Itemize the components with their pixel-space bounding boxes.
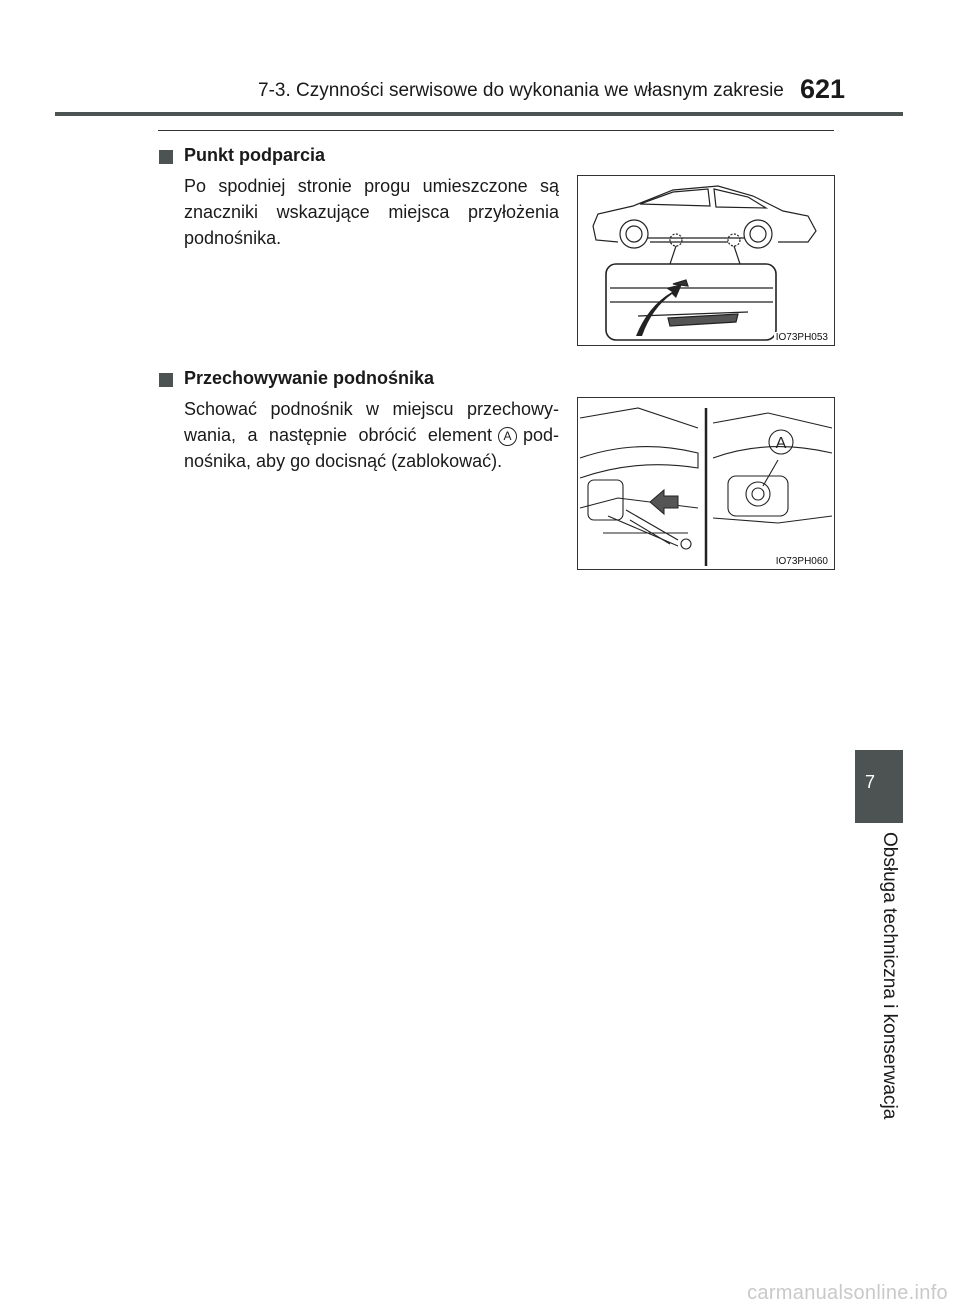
figure-marker-a: A bbox=[775, 435, 787, 452]
chapter-number: 7 bbox=[864, 772, 875, 792]
marker-a-symbol: A bbox=[498, 427, 517, 446]
section-bullet bbox=[159, 150, 173, 164]
figure-code: IO73PH060 bbox=[775, 556, 828, 567]
figure-jack-point bbox=[577, 175, 835, 346]
car-jack-point-illustration bbox=[578, 176, 834, 345]
section-text-jack-storage bbox=[184, 396, 559, 474]
figure-jack-storage bbox=[577, 397, 835, 570]
jack-storage-illustration bbox=[578, 398, 834, 569]
section-divider bbox=[158, 130, 834, 131]
chapter-tab bbox=[855, 750, 903, 823]
section-heading-jack-storage: Przechowywanie podnośnika bbox=[184, 368, 435, 388]
page-number: 621 bbox=[800, 74, 846, 104]
text-after-marker: pod-nośnika, aby go docisnąć (zablokować). bbox=[184, 425, 559, 471]
section-bullet bbox=[159, 373, 173, 387]
chapter-label: Obsługa techniczna i konserwacja bbox=[879, 832, 900, 1120]
header-title: 7-3. Czynności serwisowe do wykonania we własnym zakresie bbox=[258, 80, 784, 101]
header-rule bbox=[55, 112, 903, 116]
text-before-marker: Schować podnośnik w miejscu przechowy-wania, a następnie obrócić element bbox=[184, 399, 559, 445]
figure-code: IO73PH053 bbox=[775, 332, 828, 343]
section-heading-jack-point: Punkt podparcia bbox=[184, 145, 326, 165]
section-text-jack-point: Po spodniej stronie progu umieszczone są znaczniki wskazujące miejsca przyłożenia podnośnika. bbox=[184, 176, 559, 248]
watermark: carmanualsonline.info bbox=[747, 1282, 948, 1304]
